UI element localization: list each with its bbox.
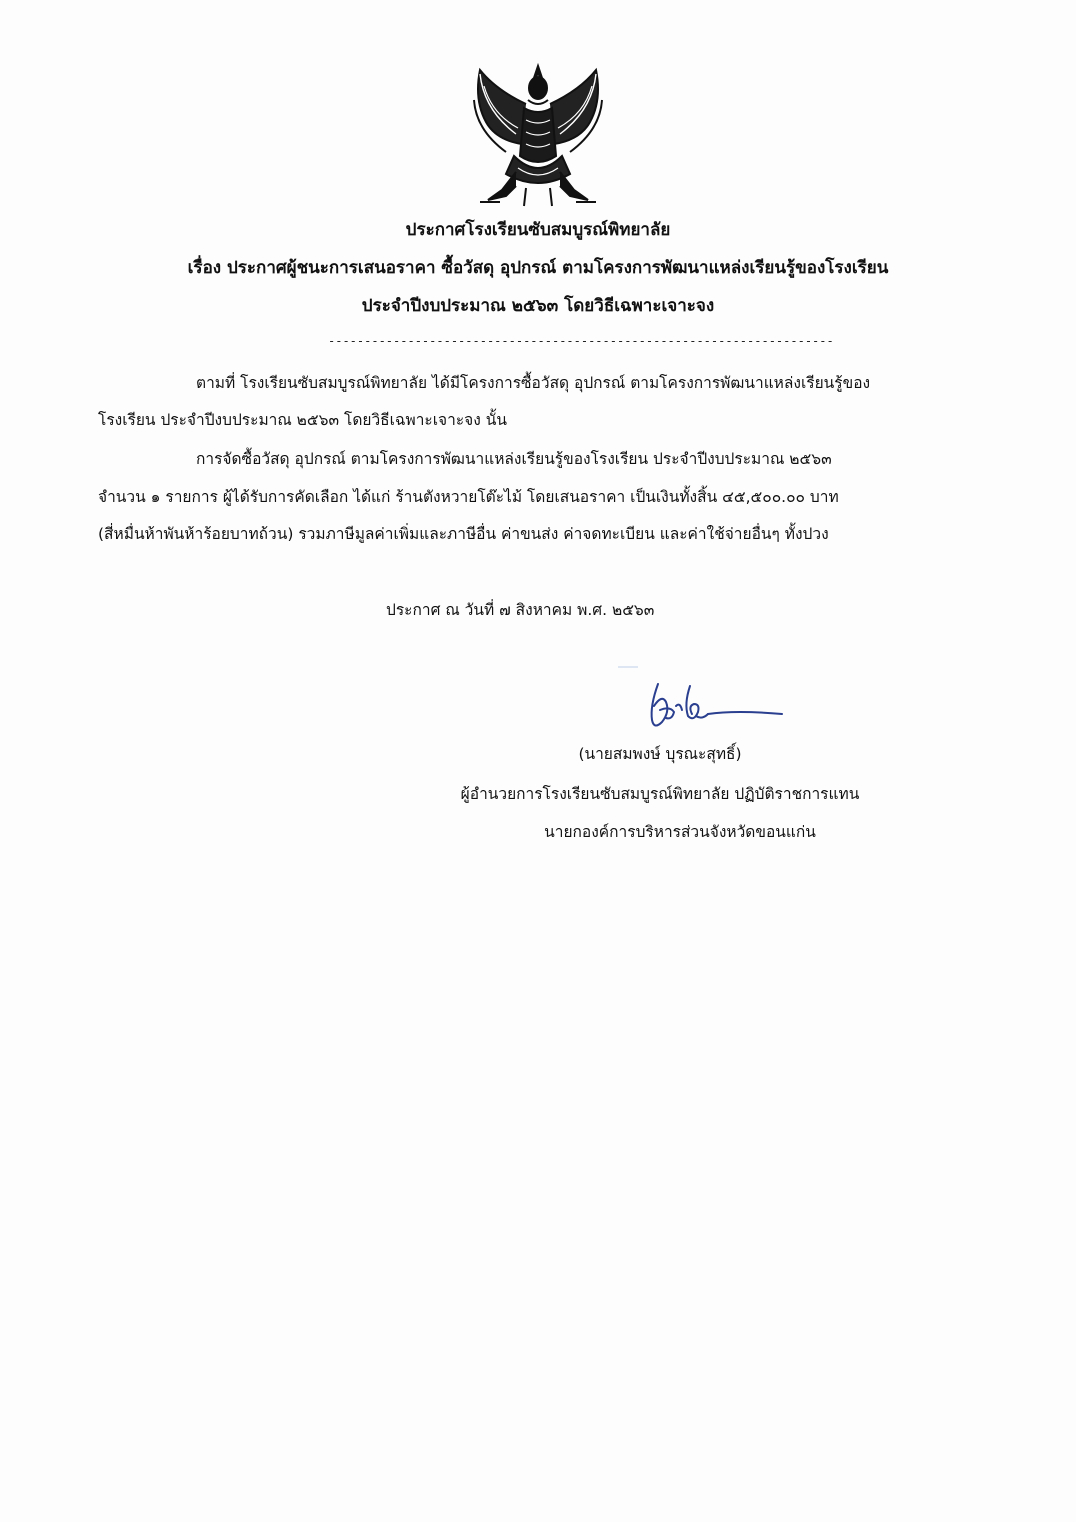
paragraph-1-line-2: โรงเรียน ประจำปีงบประมาณ ๒๕๖๓ โดยวิธีเฉพาะเจาะจง นั้น <box>98 411 507 429</box>
announcement-title: ประกาศโรงเรียนซับสมบูรณ์พิทยาลัย <box>405 220 671 240</box>
signatory-position: ผู้อำนวยการโรงเรียนซับสมบูรณ์พิทยาลัย ปฏิบัติราชการแทน <box>460 785 860 803</box>
header-divider: ---------------------------------------------------------------------- <box>328 334 834 348</box>
signature-image <box>636 676 786 736</box>
signatory-position-2: นายกองค์การบริหารส่วนจังหวัดขอนแก่น <box>544 823 816 841</box>
announcement-date: ประกาศ ณ วันที่ ๗ สิงหาคม พ.ศ. ๒๕๖๓ <box>386 601 655 619</box>
scan-mark <box>618 666 638 668</box>
paragraph-2-line-1: การจัดซื้อวัสดุ อุปกรณ์ ตามโครงการพัฒนาแหล่งเรียนรู้ของโรงเรียน ประจำปีงบประมาณ ๒๕๖๓ <box>196 450 832 468</box>
signatory-name: (นายสมพงษ์ บุรณะสุทธิ์) <box>578 745 742 763</box>
paragraph-2-line-3: (สี่หมื่นห้าพันห้าร้อยบาทถ้วน) รวมภาษีมูลค่าเพิ่มและภาษีอื่น ค่าขนส่ง ค่าจดทะเบียน และค่าใช้จ่ายอื่นๆ ทั้งปวง <box>98 525 829 543</box>
paragraph-2-line-2: จำนวน ๑ รายการ ผู้ได้รับการคัดเลือก ได้แก่ ร้านตังหวายโต๊ะไม้ โดยเสนอราคา เป็นเงินทั้งสิ้น ๔๕,๕๐๐.๐๐ บาท <box>98 488 839 506</box>
paragraph-1-line-1: ตามที่ โรงเรียนซับสมบูรณ์พิทยาลัย ได้มีโครงการซื้อวัสดุ อุปกรณ์ ตามโครงการพัฒนาแหล่งเรียนรู้ของ <box>196 374 871 392</box>
announcement-subject: เรื่อง ประกาศผู้ชนะการเสนอราคา ซื้อวัสดุ อุปกรณ์ ตามโครงการพัฒนาแหล่งเรียนรู้ของโรงเรียน <box>187 258 889 278</box>
garuda-emblem-icon <box>466 60 610 210</box>
announcement-subject-continued: ประจำปีงบประมาณ ๒๕๖๓ โดยวิธีเฉพาะเจาะจง <box>361 296 715 316</box>
